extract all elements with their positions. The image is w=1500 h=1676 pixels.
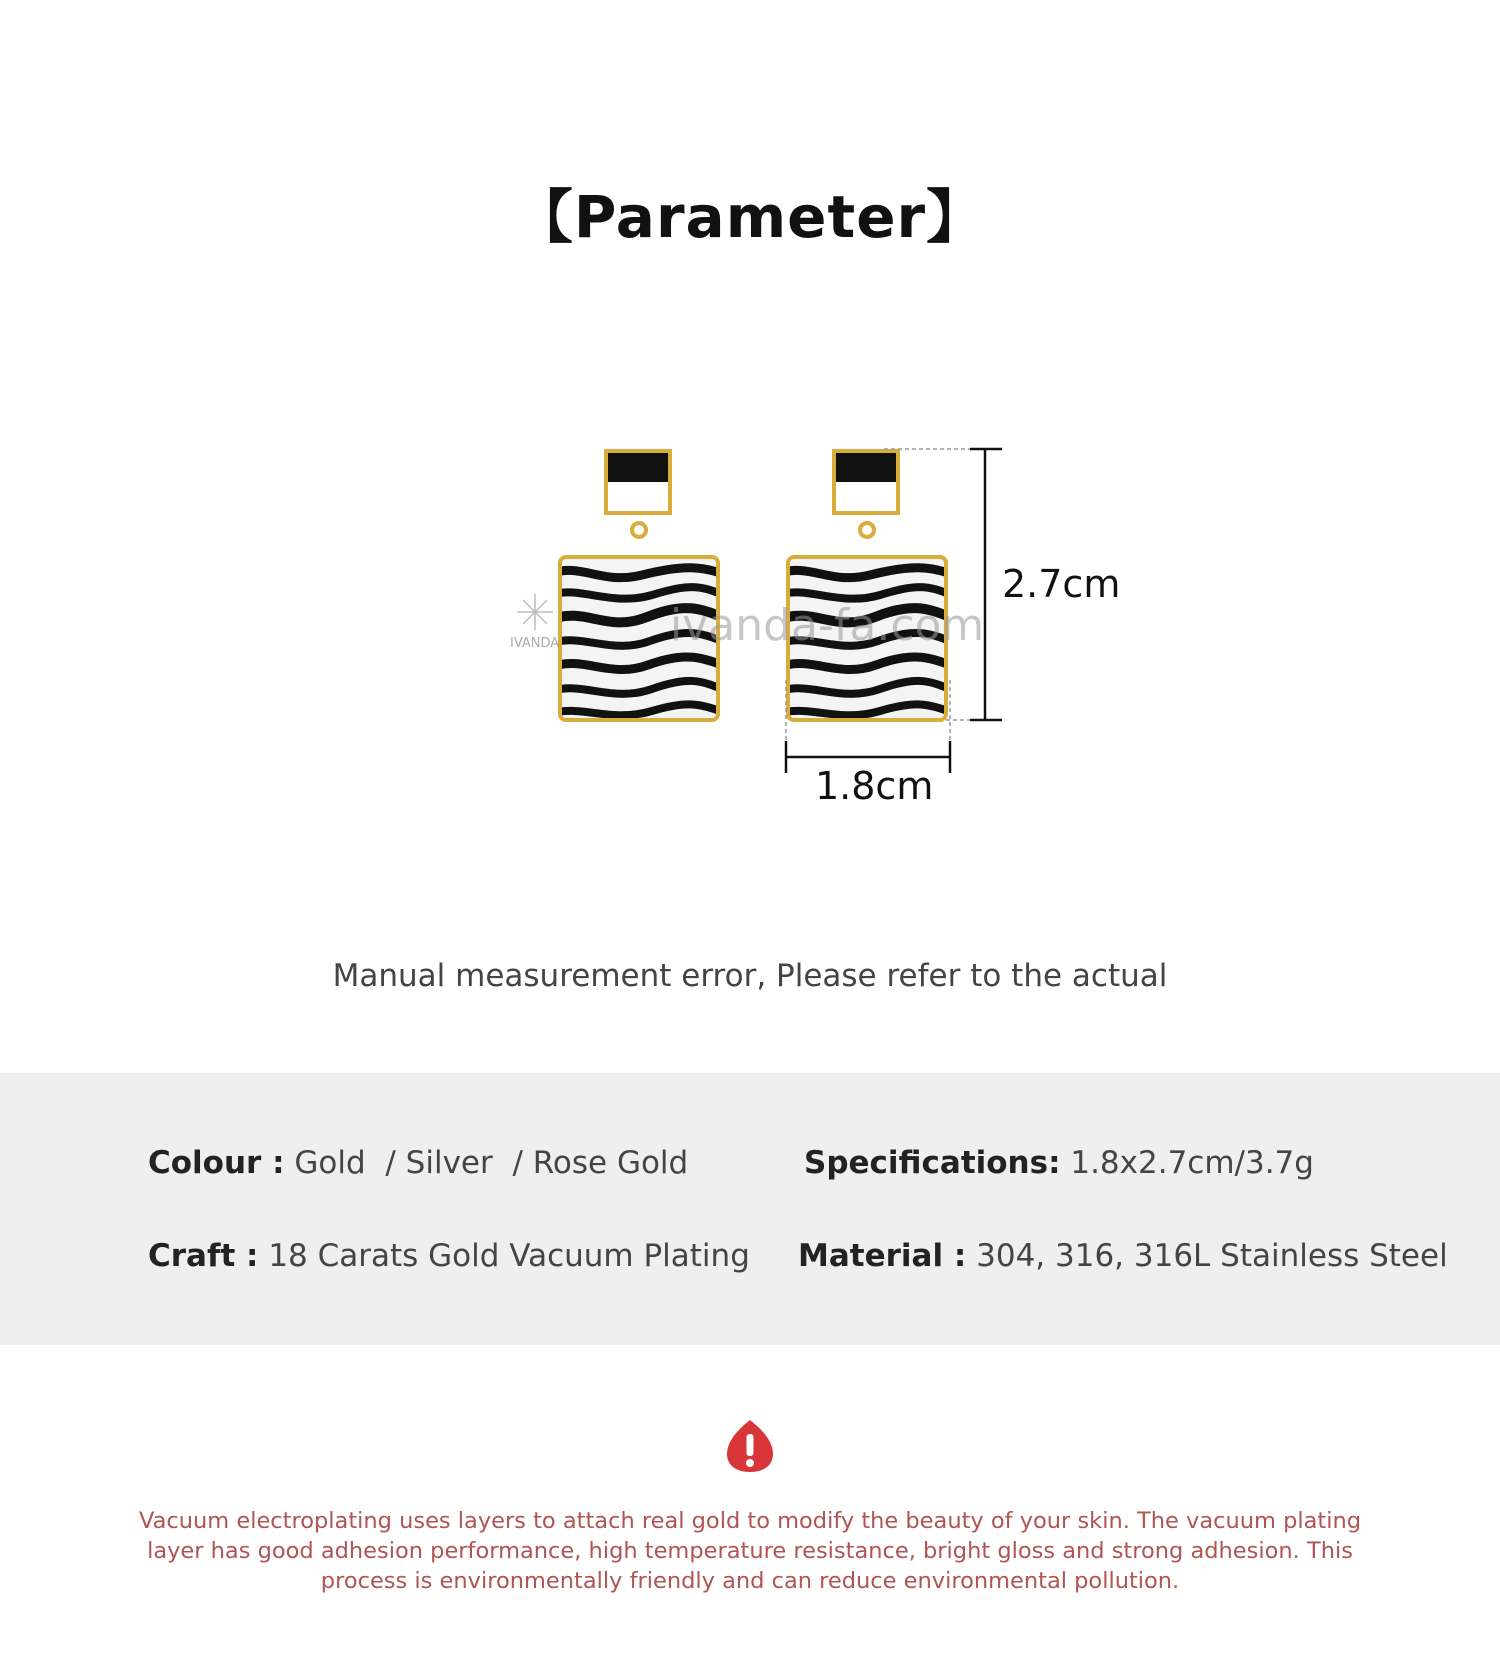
left-earring [552,451,732,720]
right-earring [780,451,960,720]
spec-band [0,1073,1500,1345]
spec-specifications [804,1145,1314,1181]
watermark-brand: IVANDA [510,636,560,651]
spec-colour-label: Colour : [148,1145,285,1181]
spec-colour [148,1145,688,1181]
spec-specifications-label: Specifications: [804,1145,1061,1181]
spec-material-value: 304, 316, 316L Stainless Steel [976,1238,1448,1274]
spec-specifications-value: 1.8x2.7cm/3.7g [1070,1145,1314,1181]
plating-warning: Vacuum electroplating uses layers to attach real gold to modify the beauty of your skin. The vacuum plating layer has good adhesion performance, high temperature resistance, bright gloss and strong adhesion. This process is environmentally friendly and can reduce environmental pollution. [138,1508,1362,1594]
spec-colour-value: Gold / Silver / Rose Gold [294,1145,689,1181]
measurement-note: Manual measurement error, Please refer to the actual [332,958,1168,994]
spec-craft-label: Craft : [148,1238,259,1274]
spec-craft-value: 18 Carats Gold Vacuum Plating [268,1238,750,1274]
watermark-site: ivanda-fa.com [670,600,985,651]
spec-craft [148,1238,750,1274]
page-title: 【Parameter】 [514,183,986,251]
exclamation-shield-icon [725,1418,775,1474]
spec-material-label: Material : [798,1238,967,1274]
star-icon [517,594,553,630]
height-label: 2.7cm [1002,562,1121,606]
width-label: 1.8cm [815,764,934,808]
spec-material [798,1238,1448,1274]
